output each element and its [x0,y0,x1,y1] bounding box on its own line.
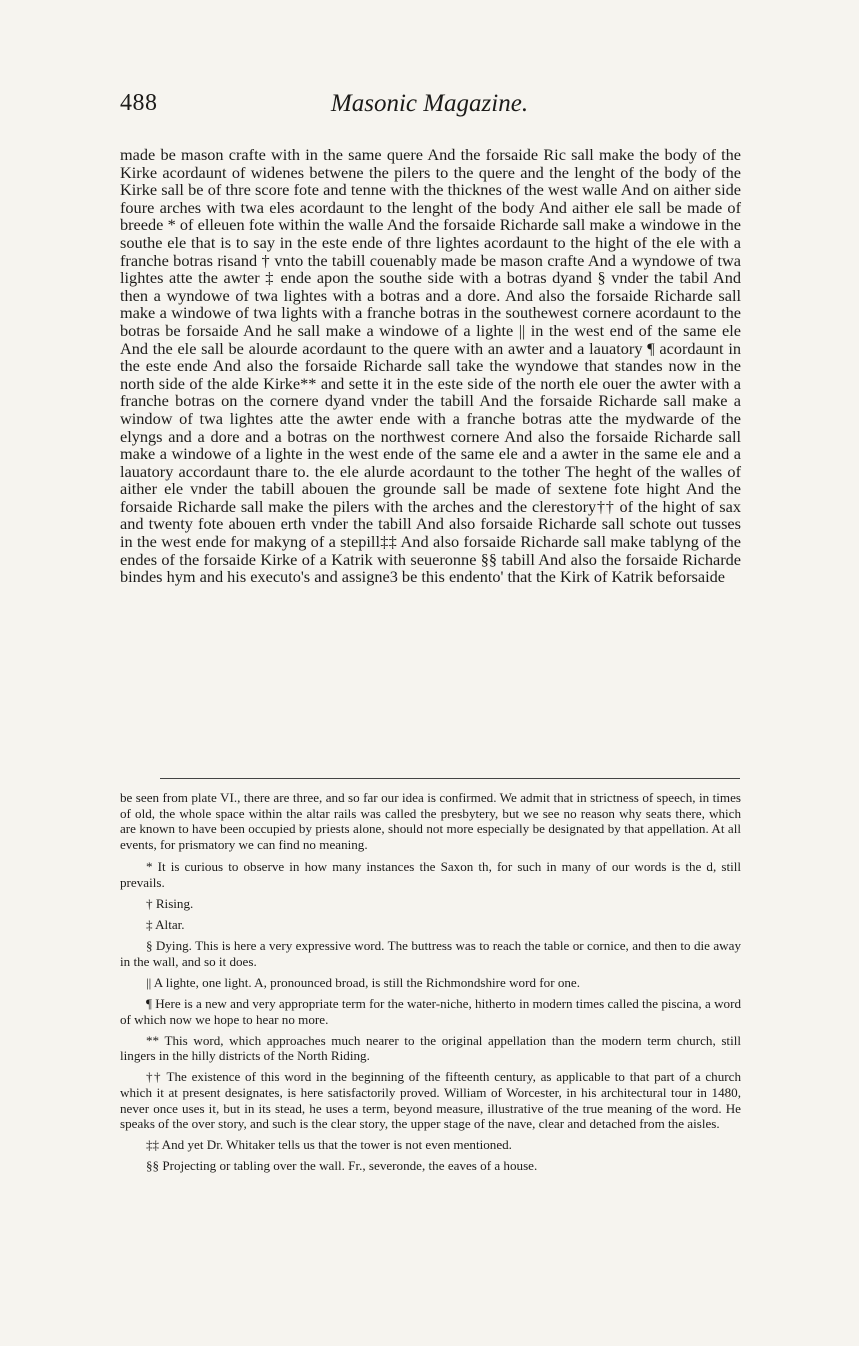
main-body-text [120,146,741,586]
footnote-continued: be seen from plate VI., there are three, and so far our idea is confirmed. We admit that in strictness of speech, in times of old, the whole space within the altar rails was called the presbytery, but we see no reason why seats there, which are known to have been occupied by priests alone, should not more especially be designated by that appellation. At all events, for prismatory we can find no meaning. [120,790,741,852]
footnote: ** This word, which approaches much nearer to the original appellation than the modern term church, still lingers in the hilly districts of the North Riding. [120,1032,741,1064]
footnote: † Rising. [146,896,194,912]
footnote: § Dying. This is here a very expressive word. The buttress was to reach the table or cornice, and then to die away in the wall, and so it does. [120,938,741,969]
page-header [120,90,739,130]
footnote: ‡‡ And yet Dr. Whitaker tells us that the tower is not even mentioned. [146,1137,512,1153]
footnote-divider [160,778,740,779]
footnote: * It is curious to observe in how many instances the Saxon th, for such in many of our words is the d, still prevails. [120,859,741,890]
running-title: Masonic Magazine. [330,90,529,117]
footnote: ¶ Here is a new and very appropriate term for the water-niche, hitherto in modern times called the piscina, a word of which now we hope to hear no more. [120,996,741,1027]
footnote: || A lighte, one light. A, pronounced broad, is still the Richmondshire word for one. [146,974,581,990]
footnote: †† The existence of this word in the beginning of the fifteenth century, as applicable to that part of a church which it at present designates, is here satisfactorily proved. William of Worcester, in his architectural tour in 1480, never once uses it, but in its stead, he uses a term, beyond measure, illustrative of the true meaning of the word. He speaks of the over story, and such is the clear story, the upper stage of the nave, clear and detached from the aisles. [120,1069,741,1132]
page-number: 488 [120,90,158,116]
footnote: ‡ Altar. [146,917,185,933]
footnotes [120,790,741,1179]
footnote: §§ Projecting or tabling over the wall. Fr., severonde, the eaves of a house. [146,1158,538,1174]
body-paragraph: made be mason crafte with in the same quere And the forsaide Ric sall make the body of the Kirke acordaunt of widenes betwene the pilers to the quere and the lenght of the body of the Kirke sall be of thre score fote and tenne with the thicknes of the west walle And on aither side foure arches with twa eles acordaunt to the lenght of the body And aither ele sall be made of breede * of elleuen fote within the walle And the forsaide Richarde sall make a windowe in the southe ele that is to say in the este ende of thre lightes acordaunt to the hight of the ele with a franche botras risand † vnto the tabill couenably made be mason crafte And a wyndowe of twa lightes atte the awter ‡ ende apon the southe side with a botras dyand § vnder the tabil And then a wyndowe of twa lightes with a botras and a dore. And also the forsaide Richarde sall make a windowe of twa lights with a franche botras in the southewest cornere acordaunt to the botras be forsaide And he sall make a windowe of a lighte || in the west end of the same ele And the ele sall be alourde acordaunt to the quere with an awter and a lauatory ¶ acordaunt in the este ende And also the forsaide Richarde sall take the wyndowe that standes now in the north side of the alde Kirke** and sette it in the este side of the north ele ouer the awter with a franche botras on the cornere dyand vnder the tabill And the forsaide Richarde sall make a window of twa lightes atte the awter ende with a franche botras atte the mydwarde of the elyngs and a dore and a botras on the northwest cornere And also the forsaide Richarde sall make a windowe of a lighte in the west ende of the same ele and a awter in the same ele and a lauatory accordaunt thare to. the ele alurde acordaunt to the tother The heght of the walles of aither ele vnder the tabill abouen the grounde sall be made of sextene fote hight And the forsaide Richarde sall make the pilers with the arches and the clerestory†† of the hight of sax and twenty fote abouen erth vnder the tabill And also forsaide Richarde sall schote out tusses in the west ende for makyng of a stepill‡‡ And also forsaide Richarde sall make tablyng of the endes of the forsaide Kirke of a Katrik with seueronne §§ tabill And also the forsaide Richarde bindes hym and his executo's and assigne3 be this endento' that the Kirk of Katrik beforsaide [120,145,741,587]
